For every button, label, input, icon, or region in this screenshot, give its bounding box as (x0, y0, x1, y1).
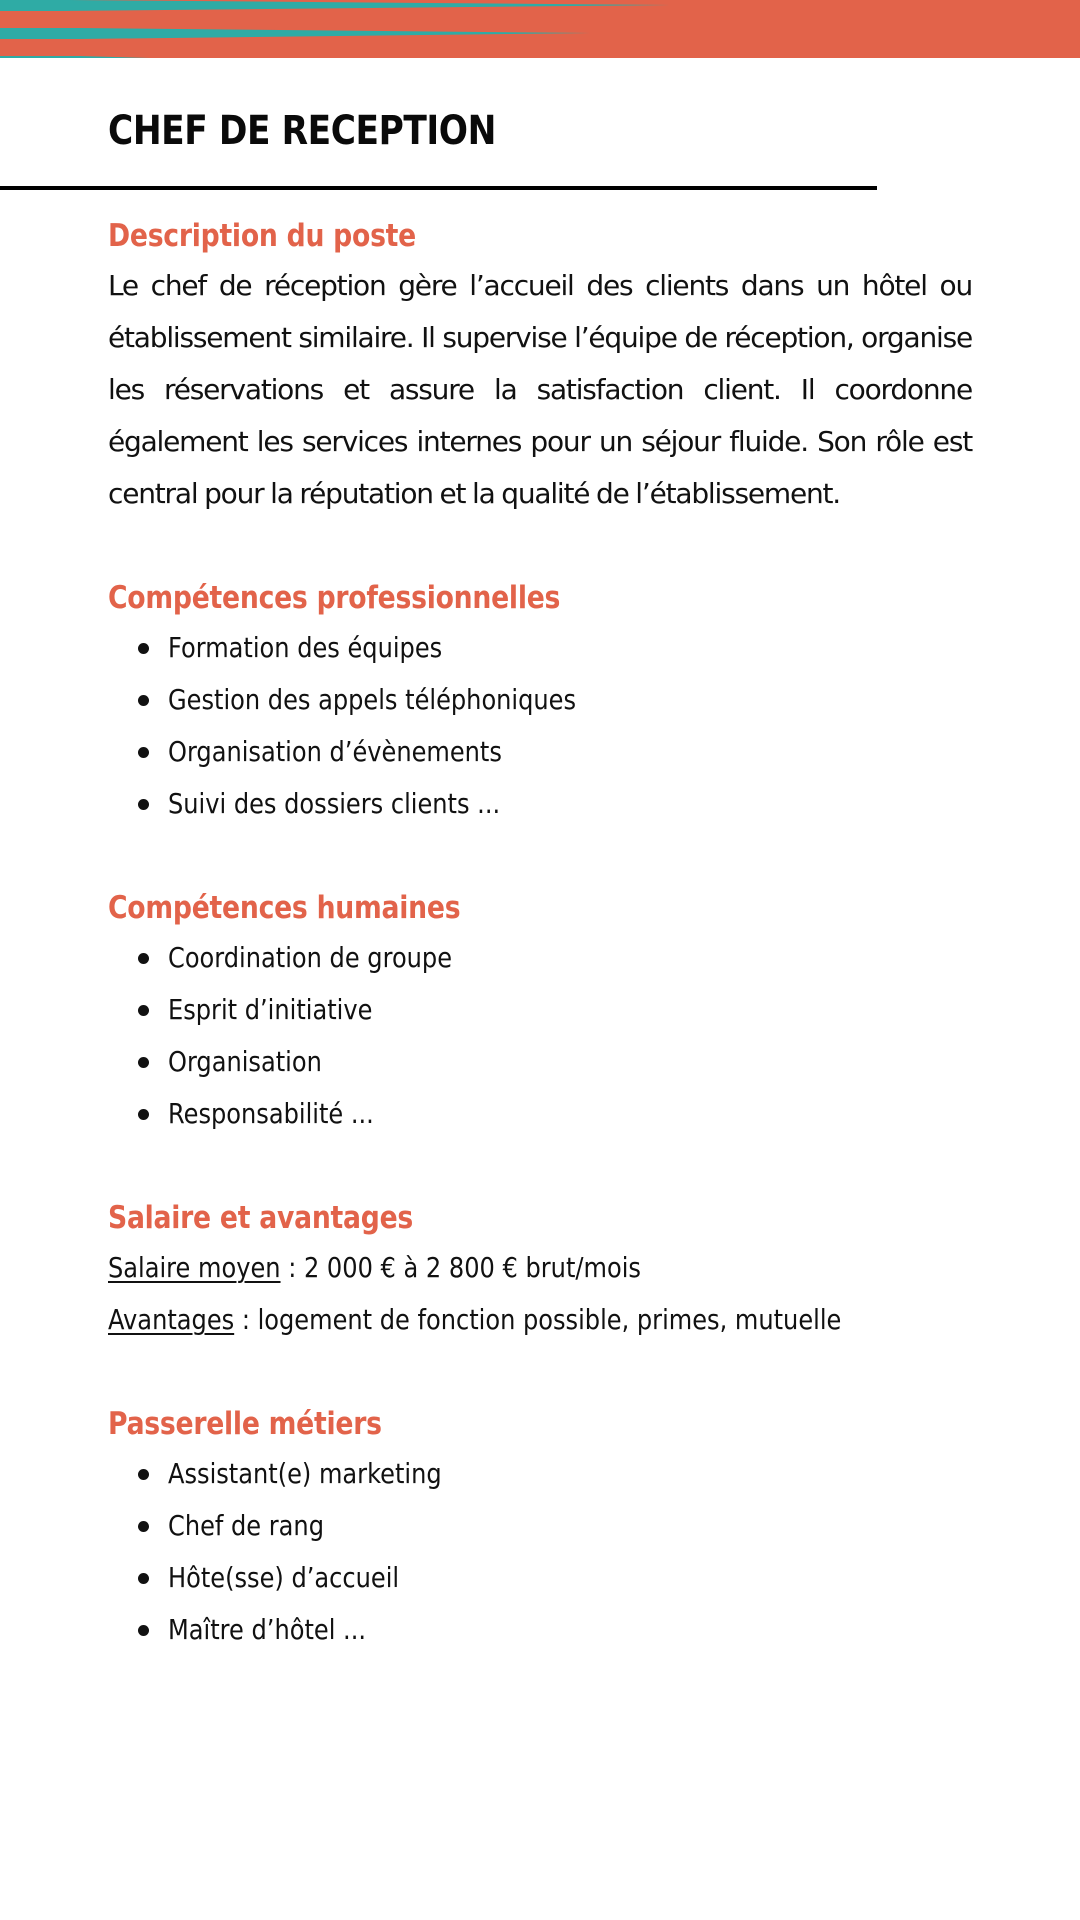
title-divider (0, 186, 877, 190)
benefits-label: Avantages (108, 1303, 235, 1336)
salary-value: : 2 000 € à 2 800 € brut/mois (280, 1251, 641, 1284)
list-item: Responsabilité ... (108, 1088, 972, 1140)
list-item: Gestion des appels téléphoniques (108, 674, 972, 726)
bullet-icon (138, 1005, 149, 1016)
list-item: Assistant(e) marketing (108, 1448, 972, 1500)
section-heading-salary: Salaire et avantages (108, 1200, 414, 1236)
section-career-bridges (108, 1400, 972, 1656)
page-title: CHEF DE RECEPTION (108, 108, 496, 154)
bullet-icon (138, 1469, 149, 1480)
list-item: Organisation d’évènements (108, 726, 972, 778)
bullet-icon (138, 1521, 149, 1532)
list-item: Esprit d’initiative (108, 984, 972, 1036)
salary-line (108, 1242, 851, 1294)
list-item: Formation des équipes (108, 622, 972, 674)
professional-skills-list (108, 622, 972, 830)
list-item: Coordination de groupe (108, 932, 972, 984)
section-heading-human-skills: Compétences humaines (108, 890, 461, 926)
benefits-value: : logement de fonction possible, primes, mutuelle (234, 1303, 842, 1336)
section-human-skills (108, 884, 972, 1140)
section-heading-career-bridges: Passerelle métiers (108, 1406, 382, 1442)
section-salary-benefits (108, 1194, 972, 1346)
list-item: Organisation (108, 1036, 972, 1088)
bullet-icon (138, 953, 149, 964)
bullet-icon (138, 1625, 149, 1636)
section-professional-skills (108, 574, 972, 830)
benefits-line (108, 1294, 851, 1346)
header-banner (0, 0, 1080, 58)
salary-label: Salaire moyen (108, 1251, 281, 1284)
section-description (108, 212, 972, 520)
description-text: Le chef de réception gère l’accueil des clients dans un hôtel ou établissement similaire. Il supervise l’équipe de réception, organise les réservations et assure la satisfaction client. Il coordonne également les services internes pour un séjour fluide. Son rôle est central pour la réputation et la qualité de l’établissement. (108, 269, 972, 510)
human-skills-list (108, 932, 972, 1140)
job-sheet-content (108, 212, 972, 1656)
bullet-icon (138, 747, 149, 758)
section-heading-professional-skills: Compétences professionnelles (108, 580, 561, 616)
bullet-icon (138, 1573, 149, 1584)
list-item: Hôte(sse) d’accueil (108, 1552, 972, 1604)
list-item: Suivi des dossiers clients ... (108, 778, 972, 830)
list-item: Chef de rang (108, 1500, 972, 1552)
list-item: Maître d’hôtel ... (108, 1604, 972, 1656)
decorative-stripes-graphic (0, 0, 1080, 58)
bullet-icon (138, 1057, 149, 1068)
section-heading-description: Description du poste (108, 218, 417, 254)
career-bridges-list (108, 1448, 972, 1656)
bullet-icon (138, 1109, 149, 1120)
bullet-icon (138, 643, 149, 654)
bullet-icon (138, 799, 149, 810)
bullet-icon (138, 695, 149, 706)
